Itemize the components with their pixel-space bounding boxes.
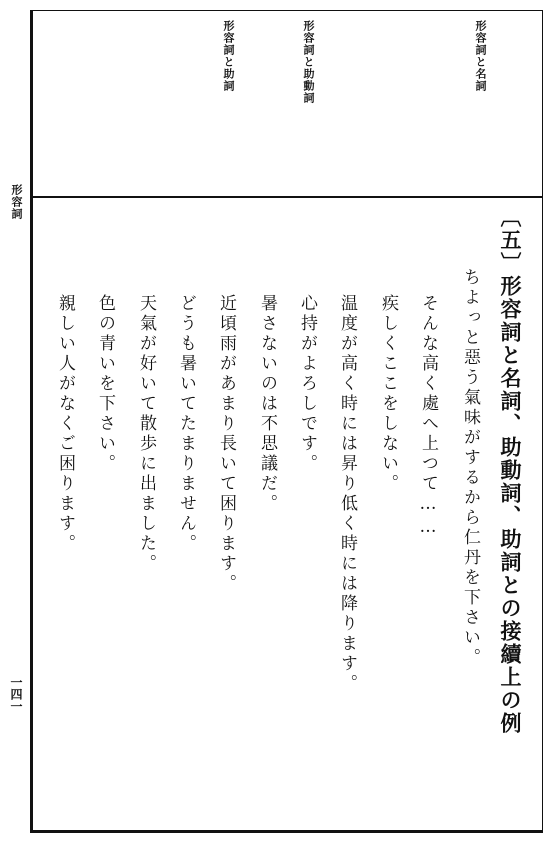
section-heading: 〔五〕形容詞と名詞、助動詞、助詞との接續上の例 — [498, 206, 523, 735]
page-number: 一四一 — [9, 676, 23, 712]
example-line: 暑さないのは不思議だ。 — [257, 294, 277, 514]
section-title: 形容詞と名詞、助動詞、助詞との接續上の例 — [498, 275, 523, 735]
example-line: ちよっと惡う氣味がするから仁丹を下さい。 — [460, 268, 480, 668]
example-line: どうも暑いてたまりません。 — [176, 294, 196, 554]
running-heading-particles: 形容詞と助詞 — [222, 20, 235, 92]
example-line: 親しい人がなくご困ります。 — [55, 294, 75, 554]
example-line: 近頃雨があまり長いて困ります。 — [216, 294, 236, 594]
side-chapter-title: 形容詞 — [10, 184, 23, 220]
example-line: 疾しくここをしない。 — [378, 294, 398, 494]
example-line: 温度が高く時には昇り低く時には降ります。 — [337, 294, 357, 694]
example-line: 心持がよろしです。 — [297, 294, 317, 474]
running-heading-auxiliary-verbs: 形容詞と助動詞 — [302, 20, 315, 104]
example-line: 色の青いを下さい。 — [95, 294, 115, 474]
example-line: 天氣が好いて散歩に出ました。 — [136, 294, 156, 574]
running-heading-nouns: 形容詞と名詞 — [474, 20, 487, 92]
section-number: 五 — [498, 229, 523, 252]
example-line: そんな高く處へ上つて…… — [418, 294, 438, 540]
header-divider — [33, 196, 542, 198]
